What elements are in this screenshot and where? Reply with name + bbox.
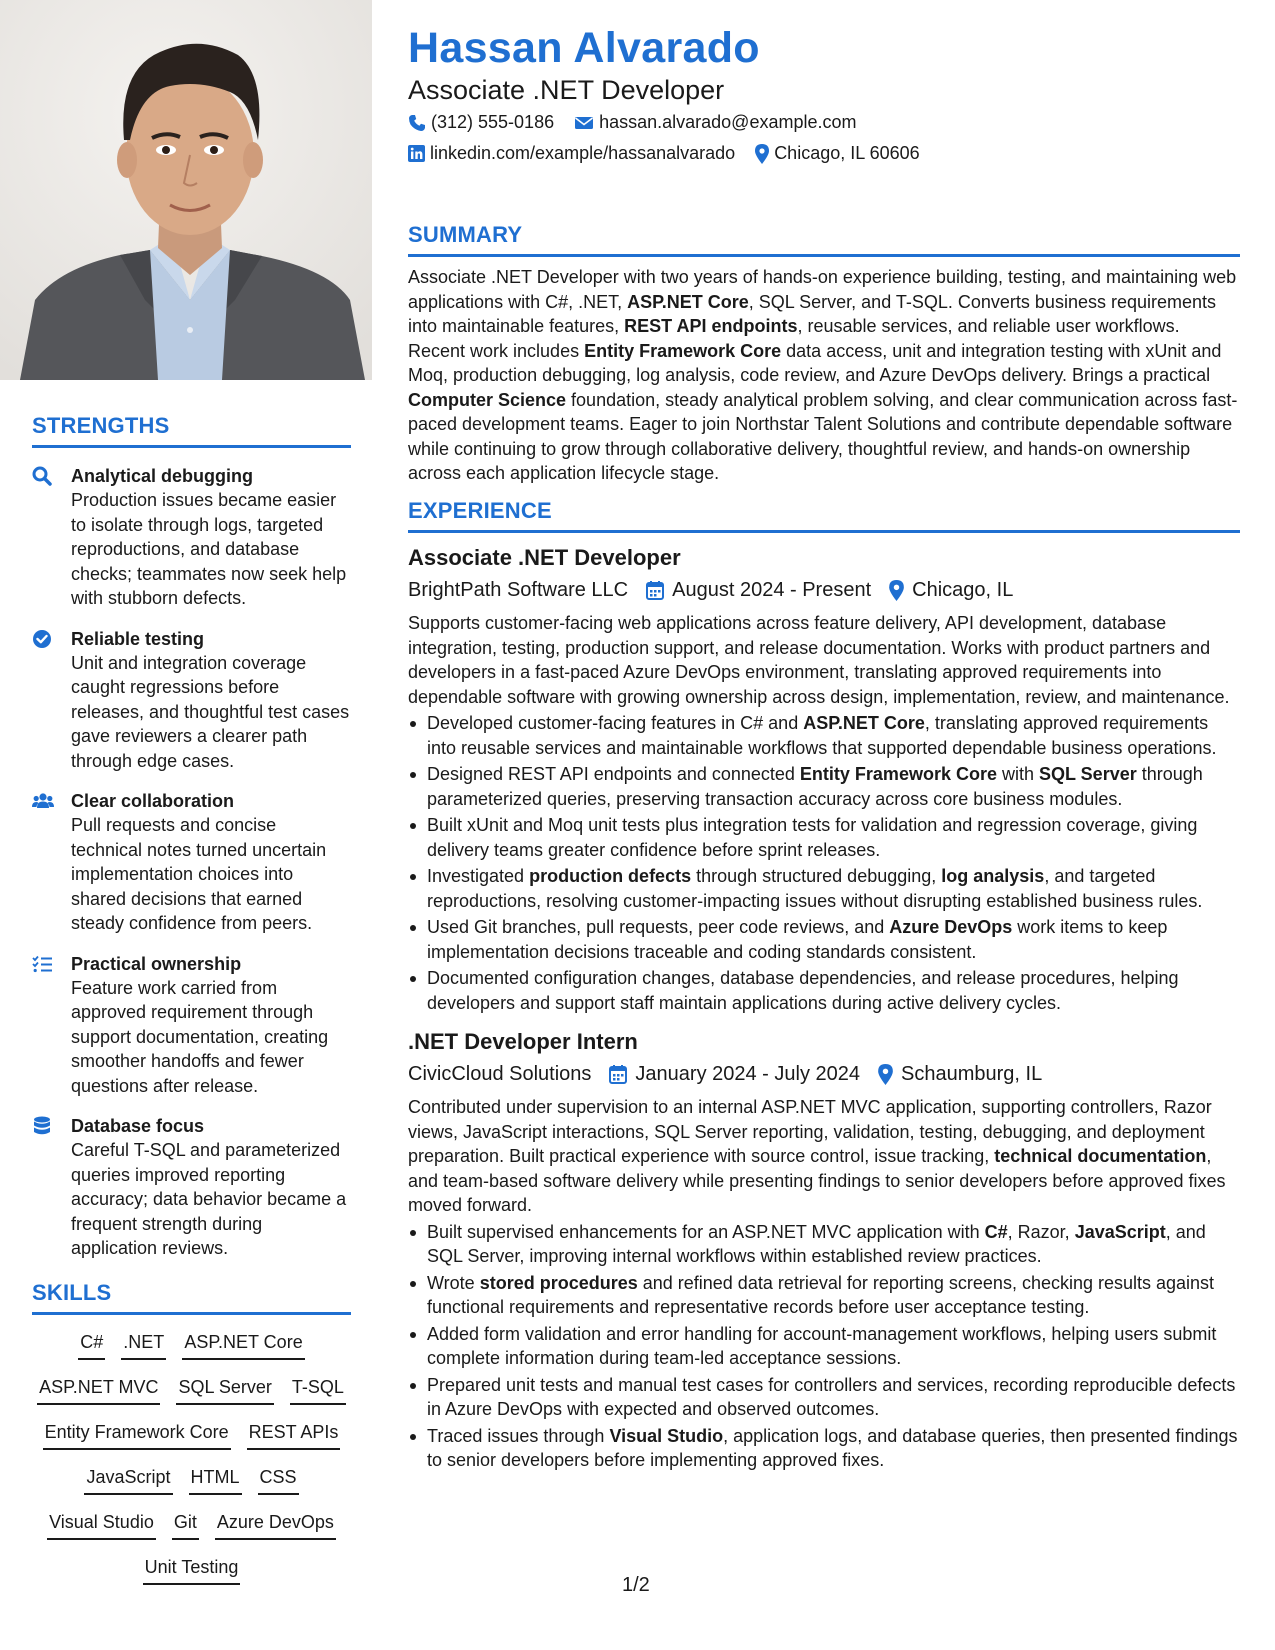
text-segment: , and SQL Server, improving internal workflows within established review practices. — [427, 1221, 1206, 1266]
bold-text: JavaScript — [1074, 1221, 1166, 1242]
skill-tag: REST APIs — [247, 1419, 341, 1450]
skill-tag: ASP.NET MVC — [37, 1374, 160, 1405]
calendar-icon — [646, 580, 664, 600]
strength-item — [32, 789, 351, 936]
text-segment: , translating approved requirements into reusable services and maintainable workflows that supported dependable business operations. — [427, 713, 1217, 758]
bullet-item — [408, 1424, 1240, 1473]
text-segment: Prepared unit tests and manual test cases for controllers and services, recording reproducible defects in Azure DevOps with expected and observed outcomes. — [427, 1374, 1236, 1419]
skill-row — [32, 1329, 351, 1360]
left-column — [0, 0, 372, 1650]
job-entry — [408, 543, 1240, 1015]
bold-text: ASP.NET Core — [803, 713, 925, 733]
text-segment: Built xUnit and Moq unit tests plus integration tests for validation and regression coverage, giving delivery teams greater confidence before sprint releases. — [427, 815, 1198, 860]
bold-text: Computer Science — [408, 389, 567, 410]
experience-section — [408, 498, 1240, 1475]
company — [408, 1059, 591, 1089]
strengths-heading: STRENGTHS — [32, 413, 351, 448]
text-segment: , reusable services, and reliable user workflows. Recent work includes — [408, 316, 1180, 361]
skill-tag: .NET — [121, 1329, 166, 1360]
location-text: Chicago, IL — [912, 579, 1014, 601]
dates-text: August 2024 - Present — [672, 579, 872, 601]
text-segment: Designed REST API endpoints and connected — [427, 764, 800, 784]
text-segment: Associate .NET Developer with two years of hands-on experience building, testing, and maintaining web applications with C#, .NET, — [408, 267, 1237, 312]
skill-tag: Visual Studio — [47, 1509, 156, 1540]
bullet-item — [408, 813, 1240, 862]
bullet-item — [408, 1220, 1240, 1269]
experience-heading: EXPERIENCE — [408, 498, 1240, 533]
job-entry — [408, 1027, 1240, 1473]
strengths-section — [32, 413, 351, 1261]
database-icon — [32, 1116, 54, 1136]
job-list — [408, 543, 1240, 1473]
text-segment: Documented configuration changes, database dependencies, and release procedures, helping developers and support staff maintain applications during active delivery cycles. — [427, 968, 1179, 1013]
bullet-item — [408, 864, 1240, 913]
search-icon — [32, 466, 54, 486]
email-link[interactable]: hassan.alvarado@example.com — [599, 112, 857, 132]
text-segment: and refined data retrieval for reporting screens, checking results against functional requirements and representative records before user acceptance testing. — [427, 1272, 1215, 1317]
job-description — [408, 1095, 1240, 1218]
skill-tag: C# — [78, 1329, 105, 1360]
bold-text: C# — [984, 1221, 1008, 1242]
phone-text[interactable]: (312) 555-0186 — [431, 112, 555, 132]
skill-tag: Git — [172, 1509, 199, 1540]
summary-section — [408, 222, 1240, 486]
text-segment: Investigated — [427, 866, 530, 886]
text-segment: with — [996, 764, 1039, 784]
linkedin-icon — [408, 145, 425, 162]
skill-tag: T-SQL — [290, 1374, 346, 1405]
bullet-item — [408, 711, 1240, 760]
envelope-icon — [574, 115, 594, 131]
strength-desc: Feature work carried from approved requirement through support documentation, creating smoother handoffs and fewer questions after release. — [71, 977, 329, 1096]
bold-text: Azure DevOps — [889, 917, 1013, 937]
location-text: Schaumburg, IL — [901, 1063, 1043, 1085]
strength-desc: Pull requests and concise technical notes turned uncertain implementation choices into shared decisions that earned steady confidence from peers. — [71, 815, 327, 933]
bold-text: SQL Server — [1039, 764, 1137, 784]
summary-heading: SUMMARY — [408, 222, 1240, 257]
bullet-item — [408, 762, 1240, 811]
text-segment: , and targeted reproductions, resolving customer-impacting issues without disrupting established business rules. — [427, 866, 1203, 911]
skills-section — [32, 1280, 351, 1585]
strength-item — [32, 627, 351, 774]
check-circle-icon — [32, 629, 54, 649]
text-segment: Used Git branches, pull requests, peer code reviews, and — [427, 917, 890, 937]
bold-text: Entity Framework Core — [799, 764, 997, 784]
skill-row — [32, 1509, 351, 1540]
bullet-item — [408, 1373, 1240, 1422]
strength-desc: Production issues became easier to isolate through logs, targeted reproductions, and database checks; teammates now seek help with stubborn defects. — [71, 490, 347, 608]
strength-item — [32, 1114, 351, 1261]
skill-row — [32, 1419, 351, 1450]
skill-tag: Entity Framework Core — [43, 1419, 231, 1450]
candidate-title: Associate .NET Developer — [408, 75, 725, 105]
skill-row — [32, 1464, 351, 1495]
text-segment: Developed customer-facing features in C# and — [427, 713, 804, 733]
text-segment: data access, unit and integration testing with xUnit and Moq, production debugging, log analysis, code review, and Azure DevOps delivery. Brings a practical — [408, 340, 1222, 385]
company — [408, 575, 628, 605]
skill-tag: HTML — [189, 1464, 242, 1495]
skill-tag: ASP.NET Core — [182, 1329, 304, 1360]
skills-heading: SKILLS — [32, 1280, 351, 1315]
location-item — [755, 143, 919, 164]
page-number: 1/2 — [622, 1574, 650, 1596]
summary-text — [408, 265, 1240, 486]
linkedin-link[interactable]: linkedin.com/example/hassanalvarado — [430, 143, 736, 163]
users-icon — [32, 791, 54, 811]
bold-text: Entity Framework Core — [584, 340, 782, 361]
profile-photo — [0, 0, 372, 380]
text-segment: Traced issues through — [427, 1425, 610, 1446]
strength-title: Analytical debugging — [71, 466, 254, 486]
skill-tag: Unit Testing — [143, 1554, 241, 1585]
job-meta — [408, 1059, 1240, 1089]
bold-text: technical documentation — [994, 1146, 1207, 1166]
text-segment: Built supervised enhancements for an ASP.NET MVC application with — [427, 1221, 985, 1242]
contact-row — [408, 143, 934, 164]
skill-tag: CSS — [258, 1464, 299, 1495]
job-bullets — [408, 1220, 1240, 1473]
job-location — [878, 1059, 1042, 1089]
linkedin-item — [408, 143, 735, 164]
strength-item — [32, 464, 351, 611]
text-segment: Supports customer-facing web applications across feature delivery, API development, database integration, testing, production support, and release documentation. Works with product partners and developers in a fast-paced Azure DevOps environment, translating approved requirements into dependable software with growing ownership across design, implementation, review, and maintenance. — [408, 613, 1230, 707]
location-pin-icon — [889, 580, 904, 601]
text-segment: Contributed under supervision to an internal ASP.NET MVC application, supporting controllers, Razor views, JavaScript interactions, SQL Server reporting, validation, testing, debugging, and deployment preparation. Built practical experience with source control, issue tracking, — [408, 1097, 1212, 1166]
bold-text: stored procedures — [479, 1272, 638, 1293]
job-description — [408, 611, 1240, 709]
text-segment: , Razor, — [1007, 1221, 1075, 1242]
email-item — [574, 112, 856, 133]
strength-title: Practical ownership — [71, 953, 242, 974]
phone-item — [408, 112, 554, 133]
text-segment: , SQL Server, and T-SQL. Converts business requirements into maintainable features, — [408, 291, 1217, 336]
skill-tag: Azure DevOps — [215, 1509, 336, 1540]
dates-text: January 2024 - July 2024 — [635, 1063, 861, 1085]
list-check-icon — [32, 954, 54, 974]
job-dates — [646, 575, 871, 605]
bold-text: production defects — [529, 866, 692, 886]
strength-title: Reliable testing — [71, 628, 205, 649]
calendar-icon — [609, 1064, 627, 1084]
job-meta — [408, 575, 1240, 605]
skills-list — [32, 1329, 351, 1585]
company-name: BrightPath Software LLC — [408, 579, 629, 601]
company-name: CivicCloud Solutions — [408, 1063, 592, 1085]
job-dates — [609, 1059, 860, 1089]
location-pin-icon — [878, 1064, 893, 1085]
contact-row — [408, 112, 871, 133]
skill-row — [32, 1554, 351, 1585]
job-bullets — [408, 711, 1240, 1015]
skill-tag: SQL Server — [176, 1374, 273, 1405]
bold-text: Visual Studio — [609, 1425, 724, 1446]
text-segment: work items to keep implementation decisions traceable and coding standards consistent. — [427, 917, 1168, 962]
job-title: .NET Developer Intern — [408, 1029, 638, 1054]
strength-desc: Careful T-SQL and parameterized queries improved reporting accuracy; data behavior became a frequent strength during application reviews. — [71, 1140, 347, 1258]
text-segment: , application logs, and database queries, then presented findings to senior developers before implementing approved fixes. — [427, 1425, 1238, 1470]
bold-text: REST API endpoints — [624, 316, 798, 336]
text-segment: foundation, steady analytical problem solving, and clear communication across fast-paced development teams. Eager to join Northstar Talent Solutions and contribute dependable software while continuing to grow through collaborative delivery, thoughtful review, and hands-on ownership across each application lifecycle stage. — [408, 389, 1238, 483]
skill-tag: JavaScript — [84, 1464, 172, 1495]
strength-title: Database focus — [71, 1116, 205, 1136]
bullet-item — [408, 966, 1240, 1015]
strength-title: Clear collaboration — [71, 791, 235, 811]
candidate-name: Hassan Alvarado — [408, 24, 760, 72]
job-title: Associate .NET Developer — [408, 545, 681, 570]
text-segment: through parameterized queries, preserving transaction accuracy across core business modules. — [427, 764, 1203, 809]
strength-item — [32, 952, 351, 1099]
job-location — [889, 575, 1013, 605]
bullet-item — [408, 915, 1240, 964]
text-segment: Wrote — [427, 1272, 480, 1293]
location-pin-icon — [755, 144, 769, 164]
text-segment: through structured debugging, — [691, 866, 942, 886]
location-text: Chicago, IL 60606 — [774, 143, 920, 163]
bullet-item — [408, 1322, 1240, 1371]
bold-text: log analysis — [941, 866, 1045, 886]
bullet-item — [408, 1271, 1240, 1320]
skill-row — [32, 1374, 351, 1405]
text-segment: , and team-based software delivery while presenting findings to senior developers before approved fixes moved forward. — [408, 1146, 1226, 1215]
strength-desc: Unit and integration coverage caught regressions before releases, and thoughtful test cases gave reviewers a clearer path through edge cases. — [71, 652, 350, 771]
text-segment: Added form validation and error handling for account-management workflows, helping users submit complete information during team-led acceptance sessions. — [427, 1323, 1217, 1368]
bold-text: ASP.NET Core — [627, 291, 749, 312]
phone-icon — [408, 114, 426, 132]
